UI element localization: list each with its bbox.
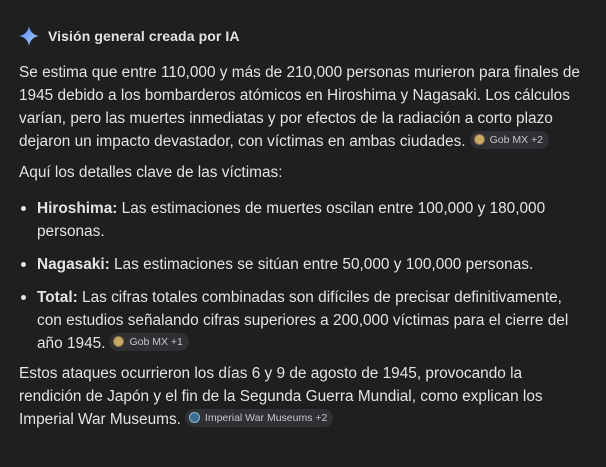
source-chip-label: Imperial War Museums +2 bbox=[204, 411, 328, 424]
imperial-war-museums-favicon-icon bbox=[189, 412, 200, 423]
bullet-dot-icon bbox=[21, 262, 26, 267]
ai-overview-header bbox=[18, 24, 240, 48]
list-item-label: Hiroshima: bbox=[37, 200, 118, 217]
list-item-total bbox=[19, 286, 581, 355]
conclusion-paragraph bbox=[19, 362, 587, 431]
gob-mx-favicon-icon bbox=[113, 336, 124, 347]
bullet-dot-icon bbox=[21, 206, 26, 211]
gob-mx-favicon-icon bbox=[474, 134, 485, 145]
details-intro: Aquí los detalles clave de las víctimas: bbox=[19, 164, 283, 181]
source-chip-label: Gob MX +2 bbox=[489, 133, 543, 146]
summary-text: Se estima que entre 110,000 y más de 210,000 personas murieron para finales de 1945 debido a los bombarderos atómicos en Hiroshima y Nagasaki. Los cálculos varían, pero las muertes inmediatas y por efectos de la radiación a corto plazo dejaron un impacto devastador, con víctimas en ambas ciudades. bbox=[19, 64, 580, 150]
ai-overview-title: Visión general creada por IA bbox=[48, 28, 240, 44]
conclusion-text: Estos ataques ocurrieron los días 6 y 9 de agosto de 1945, provocando la rendición de Japón y el fin de la Segunda Guerra Mundial, como explican los Imperial War Museums. bbox=[19, 365, 543, 428]
source-chip-gob-mx[interactable] bbox=[470, 131, 549, 149]
summary-paragraph bbox=[19, 61, 587, 153]
list-item-label: Total: bbox=[37, 289, 78, 306]
list-item-text: Las cifras totales combinadas son difíciles de precisar definitivamente, con estudios señalando cifras superiores a 200,000 víctimas para el cierre del año 1945. bbox=[37, 289, 569, 352]
list-item-text: Las estimaciones se sitúan entre 50,000 y 100,000 personas. bbox=[109, 256, 534, 273]
list-item-label: Nagasaki: bbox=[37, 256, 110, 273]
bullet-dot-icon bbox=[21, 295, 26, 300]
source-chip-gob-mx[interactable] bbox=[109, 333, 188, 351]
list-item-hiroshima bbox=[19, 197, 581, 243]
source-chip-label: Gob MX +1 bbox=[129, 335, 183, 348]
victims-list bbox=[19, 197, 581, 365]
source-chip-imperial-war-museums[interactable] bbox=[185, 409, 333, 427]
list-item-text: Las estimaciones de muertes oscilan entre 100,000 y 180,000 personas. bbox=[37, 200, 546, 240]
gemini-sparkle-icon bbox=[18, 25, 40, 47]
list-item-nagasaki bbox=[19, 253, 581, 276]
